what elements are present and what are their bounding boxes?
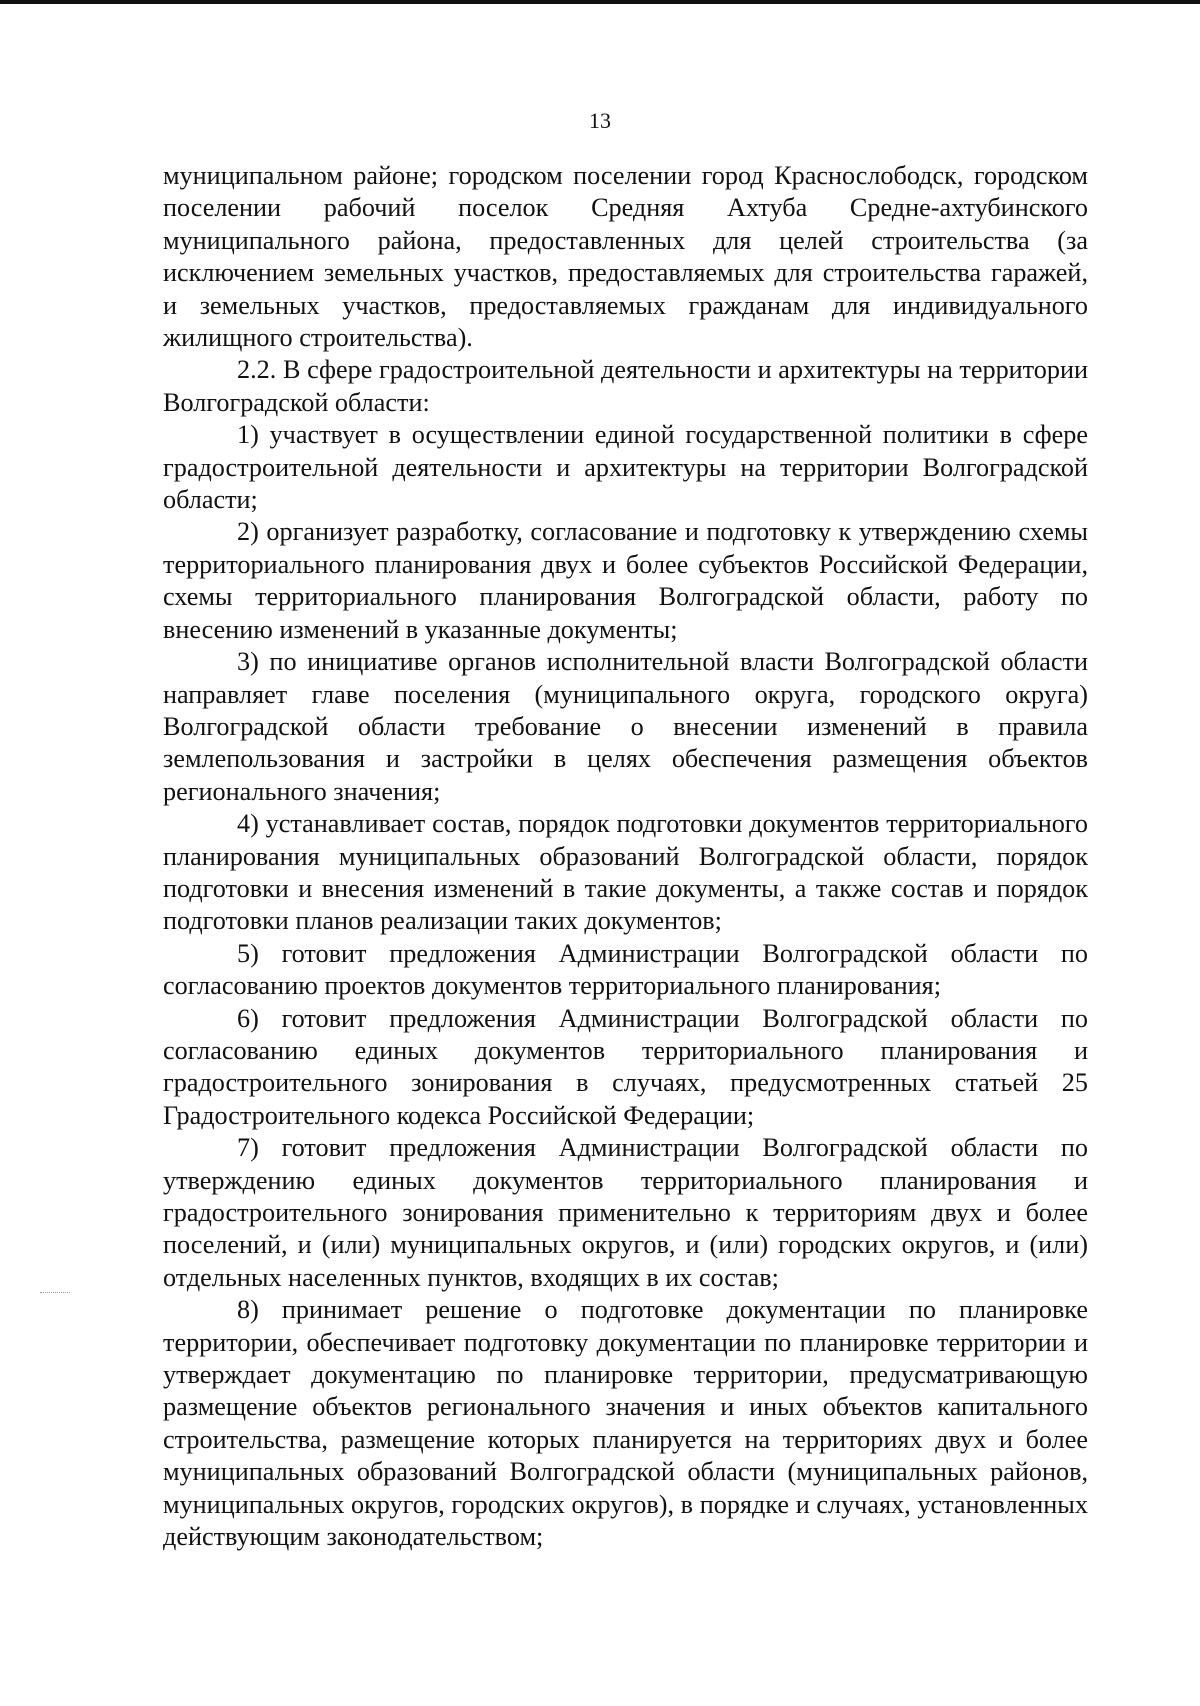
paragraph-item-4: 4) устанавливает состав, порядок подготовки документов территориального планирования муниципальных образований Волгоградской области, порядок подготовки и внесения изменений в такие документы, а также состав и порядок подготовки планов реализации таких документов; <box>163 809 1088 936</box>
paragraph-item-8: 8) принимает решение о подготовке документации по планировке территории, обеспечивает подготовку документации по планировке территории и утверждает документацию по планировке территории, предусматривающую размещение объектов регионального значения и иных объектов капитального строительства, размещение которых планируется на территориях двух и более муниципальных образований Волгоградской области (муниципальных районов, муниципальных округов, городских округов), в порядке и случаях, установленных действующим законодательством; <box>163 1295 1088 1552</box>
paragraph-item-2: 2) организует разработку, согласование и подготовку к утверждению схемы территориального планирования двух и более субъектов Российской Федерации, схемы территориального планирования Волгоградской области, работу по внесению изменений в указанные документы; <box>163 517 1088 644</box>
document-body <box>163 160 1088 1553</box>
paragraph-item-5: 5) готовит предложения Администрации Волгоградской области по согласованию проектов документов территориального планирования; <box>163 938 1088 1001</box>
page-number: 13 <box>589 108 611 133</box>
paragraph-continuation: муниципальном районе; городском поселении город Краснослободск, городском поселении рабочий поселок Средняя Ахтуба Средне-ахтубинского муниципального района, предоставленных для целей строительства (за исключением земельных участков, предоставляемых для строительства гаражей, и земельных участков, предоставляемых гражданам для индивидуального жилищного строительства). <box>163 161 1088 353</box>
paragraph-item-1: 1) участвует в осуществлении единой государственной политики в сфере градостроительной деятельности и архитектуры на территории Волгоградской области; <box>163 420 1088 515</box>
paragraph-section-2-2: 2.2. В сфере градостроительной деятельности и архитектуры на территории Волгоградской области: <box>163 355 1088 417</box>
paragraph-item-3: 3) по инициативе органов исполнительной власти Волгоградской области направляет главе поселения (муниципального округа, городского округа) Волгоградской области требование о внесении изменений в правила землепользования и застройки в целях обеспечения размещения объектов регионального значения; <box>163 647 1088 806</box>
paragraph-item-6: 6) готовит предложения Администрации Волгоградской области по согласованию единых документов территориального планирования и градостроительного зонирования в случаях, предусмотренных статьей 25 Градостроительного кодекса Российской Федерации; <box>163 1003 1088 1130</box>
scan-top-edge <box>0 0 1200 4</box>
paragraph-item-7: 7) готовит предложения Администрации Волгоградской области по утверждению единых документов территориального планирования и градостроительного зонирования применительно к территориям двух и более поселений, и (или) муниципальных округов, и (или) городских округов, и (или) отдельных населенных пунктов, входящих в их состав; <box>163 1133 1088 1292</box>
scan-margin-mark <box>40 1292 70 1295</box>
